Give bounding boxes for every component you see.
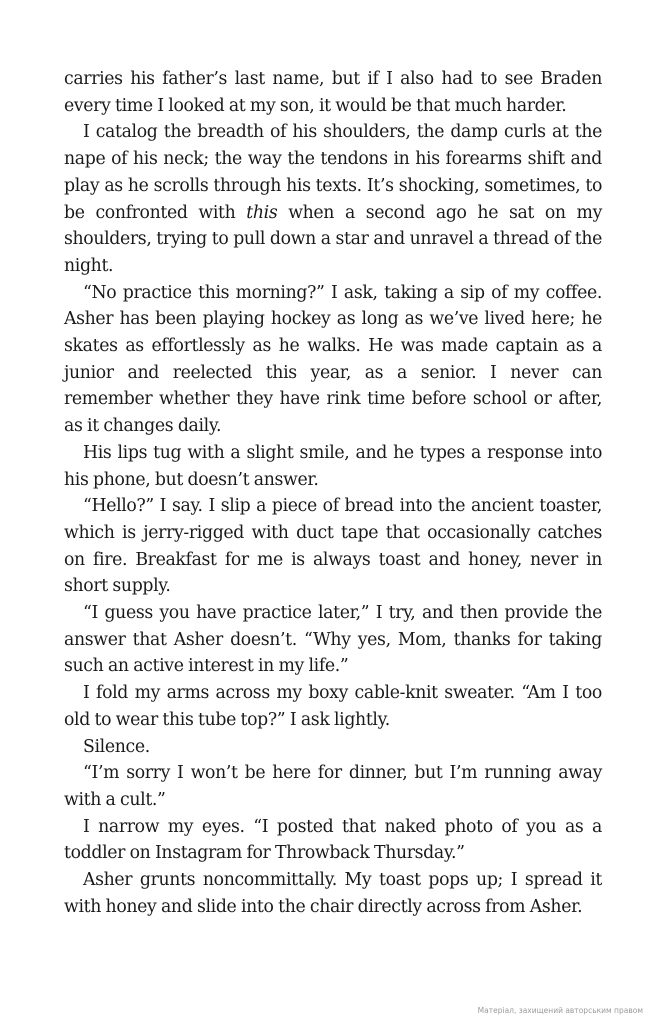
- copyright-watermark: Матеріал, захищений авторським правом: [477, 1006, 643, 1015]
- paragraph-5: “Hello?” I say. I slip a piece of bread into the ancient toaster, which is jerry-rigged with duct tape that occasionally catches on fire. Breakfast for me is always toast and honey, never in short supply.: [64, 496, 602, 597]
- paragraph-2: [64, 119, 602, 279]
- paragraph-4: His lips tug with a slight smile, and he types a response into his phone, but doesn’t answer.: [64, 442, 602, 490]
- paragraph-3: “No practice this morning?” I ask, taking a sip of my coffee. Asher has been playing hockey as long as we’ve lived here; he skates as effortlessly as he walks. He was made captain as a junior and reelected this year, as a senior. I never can remember whether they have rink time before school or after, as it changes daily.: [64, 282, 602, 437]
- paragraph-2-emphasis: this: [246, 202, 278, 223]
- paragraph-7: I fold my arms across my boxy cable-knit sweater. “Am I too old to wear this tube top?” I ask lightly.: [64, 683, 602, 730]
- paragraph-1: carries his father’s last name, but if I also had to see Braden every time I looked at my son, it would be that much harder.: [64, 69, 602, 116]
- paragraph-6: “I guess you have practice later,” I try, and then provide the answer that Asher doesn’t. “Why yes, Mom, thanks for taking such an active interest in my life.”: [64, 603, 602, 677]
- paragraph-2-before: I catalog the breadth of his shoulders, the damp curls at the nape of his neck; the way the tendons in his forearms shift and play as he scrolls through his texts. It’s shocking, sometimes, to be confronted with: [64, 122, 602, 223]
- paragraph-2-after: when a second ago he sat on my shoulders, trying to pull down a star and unravel a thread of the night.: [64, 202, 602, 276]
- paragraph-8: Silence.: [83, 736, 150, 757]
- body-text: [64, 66, 602, 921]
- paragraph-10: I narrow my eyes. “I posted that naked photo of you as a toddler on Instagram for Throwback Thursday.”: [64, 816, 602, 864]
- paragraph-11: Asher grunts noncommittally. My toast pops up; I spread it with honey and slide into the chair directly across from Asher.: [64, 870, 602, 917]
- paragraph-9: “I’m sorry I won’t be here for dinner, but I’m running away with a cult.”: [64, 763, 602, 810]
